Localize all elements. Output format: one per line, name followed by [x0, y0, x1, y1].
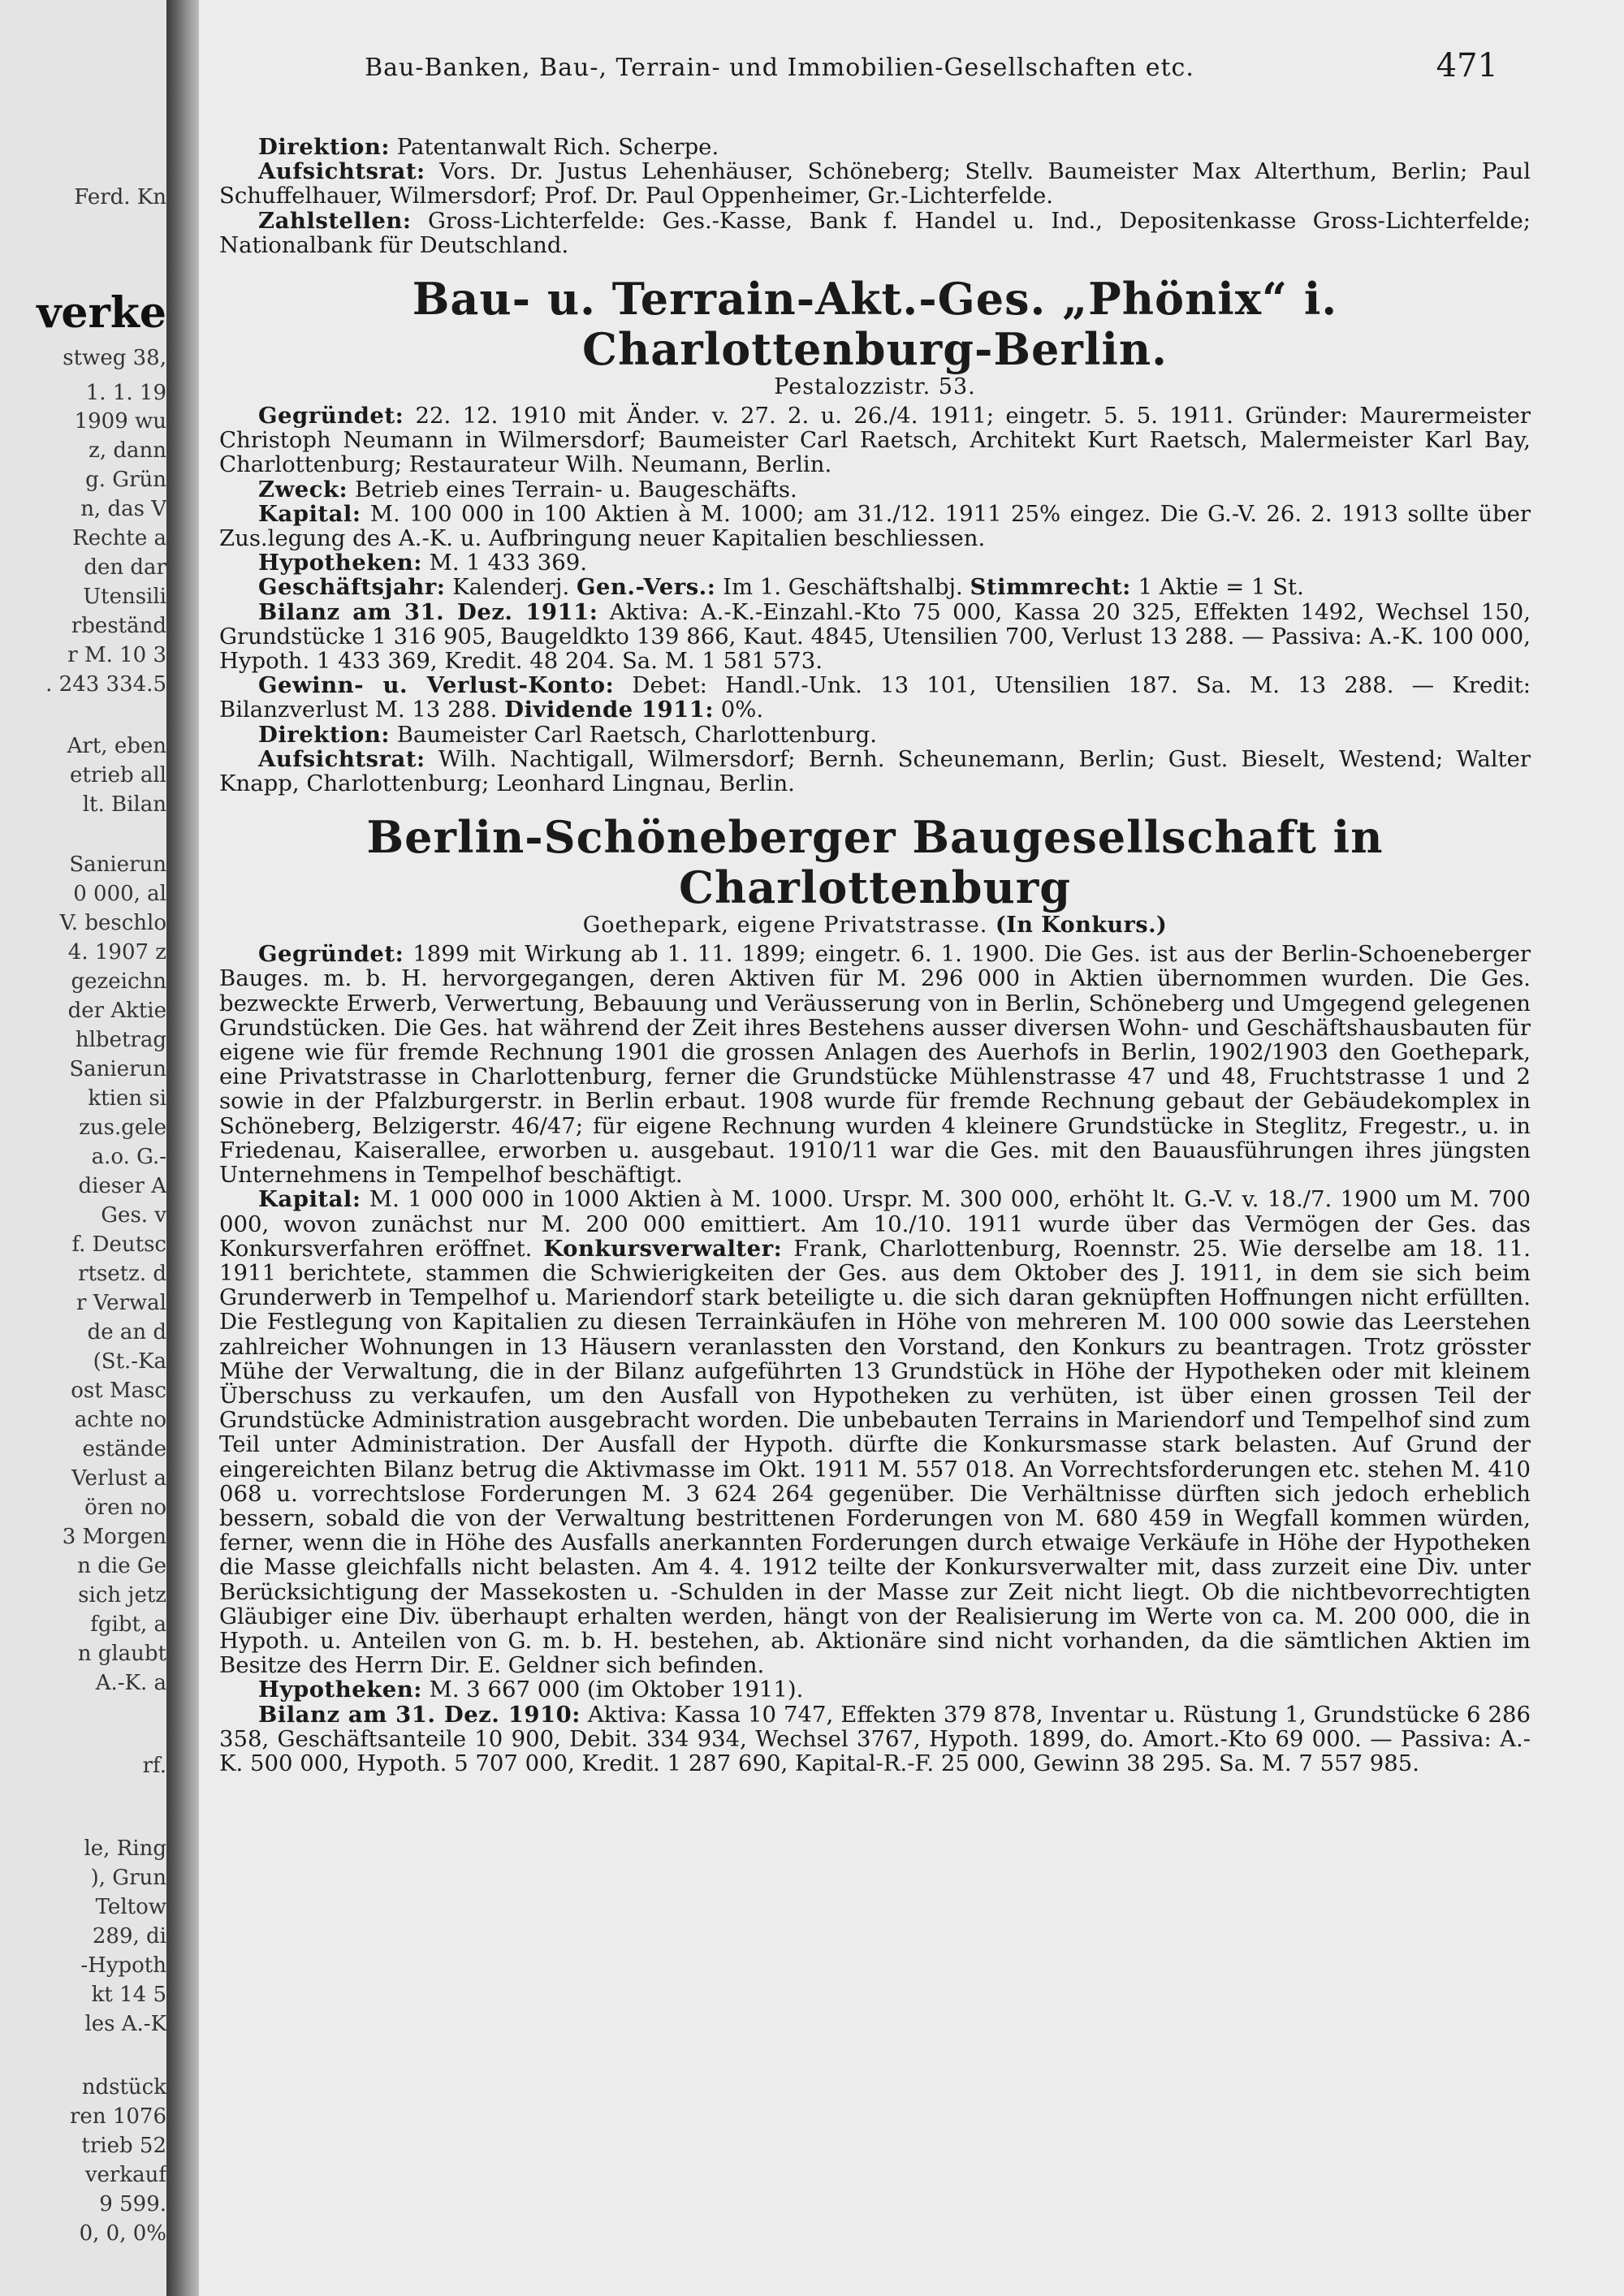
entry-label: Aufsichtsrat:	[258, 745, 425, 772]
entry-text: Wilh. Nachtigall, Wilmersdorf; Bernh. Scheunemann, Berlin; Gust. Bieselt, Westend; Walter Knapp, Charlottenburg; Leonhard Lingnau, Berlin.	[219, 745, 1531, 797]
left-page-line: den dar	[84, 555, 166, 580]
entry-text: M. 1 000 000 in 1000 Aktien à M. 1000. Urspr. M. 300 000, erhöht lt. G.-V. v. 18./7. 1900 um M. 700 000, wovon zunächst nur M. 200 000 emittiert. Am 10./10. 1911 wurde über das Vermögen der Ges. das Konkursverfahren eröffnet.	[219, 1186, 1531, 1262]
left-page-line: 1909 wu	[74, 409, 166, 434]
entry-paragraph	[219, 600, 1531, 674]
company-heading: Berlin-Schöneberger Baugesellschaft in Charlottenburg	[366, 811, 1384, 914]
entry-text: Debet: Handl.-Unk. 13 101, Utensilien 187. Sa. M. 13 288. — Kredit: Bilanzverlust M. 13 288.	[219, 672, 1531, 723]
left-page-line: kt 14 5	[91, 1983, 166, 2007]
left-page-line: estände	[82, 1437, 166, 1461]
entry-text: M. 100 000 in 100 Aktien à M. 1000; am 31./12. 1911 25% eingez. Die G.-V. 26. 2. 1913 sollte über Zus.legung des A.-K. u. Aufbringung neuer Kapitalien beschliessen.	[219, 500, 1531, 552]
left-page-line: der Aktie	[67, 999, 166, 1023]
left-page-line: Art, eben	[67, 734, 166, 758]
left-page-line: lt. Bilan	[82, 792, 166, 817]
left-page-line: fgibt, a	[90, 1612, 166, 1637]
entry-label: Hypotheken:	[258, 550, 422, 576]
left-page-line: 0 000, al	[73, 882, 166, 906]
entry-label: Gewinn- u. Verlust-Konto:	[258, 672, 615, 699]
left-page-line: n die Ge	[77, 1554, 166, 1578]
page-body	[219, 135, 1531, 1776]
left-page-line: ören no	[84, 1495, 166, 1520]
left-page-line: ost Masc	[71, 1379, 166, 1403]
entry-paragraph	[219, 575, 1531, 599]
company-heading: Bau- u. Terrain-Akt.-Ges. „Phönix“ i. Charlottenburg-Berlin.	[412, 273, 1338, 376]
left-page-line: V. beschlo	[59, 911, 166, 935]
left-page-line: verkauf	[84, 2163, 166, 2187]
left-page-line: de an d	[87, 1320, 166, 1344]
left-page-line: 1. 1. 19	[85, 381, 166, 405]
left-page-fragment	[0, 0, 166, 2296]
left-page-line: etrieb all	[69, 763, 166, 788]
status-note: (In Konkurs.)	[995, 913, 1168, 939]
left-page-line: ndstück	[81, 2075, 166, 2100]
left-page-line: ren 1076	[70, 2104, 166, 2129]
left-page-line: stweg 38,	[63, 346, 166, 370]
left-page-line: achte no	[74, 1408, 166, 1432]
entry-label: Dividende 1911:	[504, 697, 715, 723]
left-page-line: (St.-Ka	[93, 1349, 166, 1374]
entry-paragraph	[219, 1677, 1531, 1702]
entry-label: Gegründet:	[258, 403, 404, 429]
entry-text: 22. 12. 1910 mit Änder. v. 27. 2. u. 26./4. 1911; eingetr. 5. 5. 1911. Gründer: Maurermeister Christoph Neumann in Wilmersdorf; Baumeister Carl Raetsch, Architekt Kurt Raetsch, Malermeister Karl Bay, Charlottenburg; Restaurateur Wilh. Neumann, Berlin.	[219, 403, 1531, 478]
address-text: Pestalozzistr. 53.	[774, 374, 976, 400]
left-page-line: rtsetz. d	[78, 1262, 166, 1286]
left-page-line: rbeständ	[71, 614, 166, 638]
entry-text: 1 Aktie = 1 St.	[1130, 574, 1304, 601]
entry-paragraph	[219, 159, 1531, 208]
left-page-line: ktien si	[88, 1086, 166, 1111]
left-page-line: Verlust a	[71, 1466, 166, 1491]
running-header	[199, 47, 1498, 89]
left-page-line: f. Deutsc	[71, 1232, 166, 1257]
left-page-line: . 243 334.5	[45, 672, 166, 697]
entry-text: 0%.	[714, 697, 764, 723]
entry-paragraph	[219, 942, 1531, 1187]
entry-text: M. 3 667 000 (im Oktober 1911).	[421, 1677, 804, 1703]
entry-label: Geschäftsjahr:	[258, 574, 446, 601]
entry-label: Direktion:	[258, 134, 390, 160]
entry-label: Zahlstellen:	[258, 207, 412, 234]
left-page-line: 0, 0, 0%	[79, 2221, 166, 2246]
entry-label: Kapital:	[258, 1186, 361, 1213]
left-page-line: Sanierun	[69, 852, 166, 877]
left-page-line: 289, di	[92, 1924, 166, 1949]
left-page-line: sich jetz	[78, 1583, 166, 1608]
entry-label: Gen.-Vers.:	[576, 574, 716, 601]
left-page-line: 9 599.	[99, 2192, 166, 2216]
entry-paragraph	[219, 477, 1531, 502]
header-title: Bau-Banken, Bau-, Terrain- und Immobilien-Gesellschaften etc.	[365, 54, 1194, 82]
entry-text: Im 1. Geschäftshalbj.	[715, 574, 970, 601]
left-page-line: Ges. v	[101, 1203, 166, 1228]
left-page-line: rf.	[142, 1754, 166, 1778]
entry-label: Kapital:	[258, 500, 361, 527]
left-page-line: zus.gele	[79, 1116, 166, 1140]
entry-text: Patentanwalt Rich. Scherpe.	[389, 134, 719, 160]
entry-label: Aufsichtsrat:	[258, 158, 425, 185]
entry-paragraph	[219, 1187, 1531, 1677]
left-page-line: verke	[37, 288, 166, 338]
entry-label: Konkursverwalter:	[543, 1235, 783, 1262]
entry-label: Gegründet:	[258, 941, 404, 968]
left-page-line: r M. 10 3	[67, 643, 166, 667]
left-page-line: Rechte a	[72, 526, 166, 550]
entry-text: Vors. Dr. Justus Lehenhäuser, Schöneberg; Stellv. Baumeister Max Alterthum, Berlin; Paul Schuffelhauer, Wilmersdorf; Prof. Dr. Paul Oppenheimer, Gr.-Lichterfelde.	[219, 158, 1531, 209]
entry-label: Zweck:	[258, 476, 348, 503]
left-page-line: r Verwal	[76, 1291, 166, 1315]
left-page-line: trieb 52	[81, 2134, 166, 2158]
entry-text: 1899 mit Wirkung ab 1. 11. 1899; eingetr. 6. 1. 1900. Die Ges. ist aus der Berlin-Schoeneberger Bauges. m. b. H. hervorgegangen, deren Aktiven für M. 296 000 in Aktien übernommen wurden. Die Ges. bezweckte Erwerb, Verwertung, Bebauung und Veräusserung von in Berlin, Schöneberg und Umgegend gelegenen Grundstücken. Die Ges. hat während der Zeit ihres Bestehens ausser diversen Wohn- und Geschäftshausbauten für eigene wie für fremde Rechnung 1901 die grossen Anlagen des Auerhofs in Berlin, 1902/1903 den Goethepark, eine Privatstrasse in Charlottenburg, ferner die Grundstücke Mühlenstrasse 47 und 48, Fruchtstrasse 1 und 2 sowie in der Pfalzburgerstr. in Berlin erbaut. 1908 wurde für fremde Rechnung gebaut der Gebäudekomplex in Schöneberg, Belzigerstr. 46/47; für eigene Rechnung wurden 4 kleinere Grundstücke in Steglitz, Fregestr., u. in Friedenau, Kaiserallee, erworben u. ausgebaut. 1910/11 war die Ges. mit den Bauausführungen ihres jüngsten Unternehmens in Tempelhof beschäftigt.	[219, 941, 1531, 1189]
entry-paragraph	[219, 209, 1531, 257]
book-gutter	[166, 0, 199, 2296]
left-page-line: a.o. G.-	[91, 1145, 166, 1169]
entry-text: Frank, Charlottenburg, Roennstr. 25. Wie derselbe am 18. 11. 1911 berichtete, stammen die Schwierigkeiten der Ges. aus dem Oktober des J. 1911, in dem sie sich beim Grunderwerb in Tempelhof u. Mariendorf stark beteiligte u. die sich daran geknüpften Hoffnungen nicht erfüllten. Die Festlegung von Kapitalien zu diesen Terrainkäufen in Höhe von mehreren M. 100 000 sowie das Leerstehen zahlreicher Wohnungen in 13 Häusern veranlassten den Vorstand, den Konkurs zu beantragen. Trotz grösster Mühe der Verwaltung, die in der Bilanz aufgeführten 13 Grundstück in Höhe der Hypotheken oder mit kleinem Überschuss zu verkaufen, um den Ausfall von Hypotheken zu verhüten, ist über einen grossen Teil der Grundstücke Administration ausgebracht worden. Die unbebauten Terrains in Mariendorf und Tempelhof sind zum Teil unter Administration. Der Ausfall der Hypoth. dürfte die Konkursmasse stark belasten. Auf Grund der eingereichten Bilanz betrug die Aktivmasse im Okt. 1911 M. 557 018. An Vorrechtsforderungen etc. stehen M. 410 068 u. vorrechtslose Forderungen M. 3 624 264 gegenüber. Die Verhältnisse dürften sich jedoch erheblich bessern, sobald die von der Verwaltung bestrittenen Forderungen von M. 680 459 in Wegfall kommen würden, ferner, wenn die in Höhe des Ausfalls anerkannten Forderungen durch etwaige Verkäufe in Höhe der Hypotheken die Masse gleichfalls nicht belasten. Am 4. 4. 1912 teilte der Konkursverwalter mit, dass zurzeit eine Div. unter Berücksichtigung der Massekosten u. -Schulden in der Masse zur Zeit nicht liegt. Ob die nichtbevorrechtigten Gläubiger eine Div. überhaupt erhalten werden, hängt von der Realisierung im Werte von ca. M. 200 000, die in Hypoth. u. Anteilen von G. m. b. H. bestehen, ab. Aktionäre sind nicht vorhanden, da die sämtlichen Aktien im Besitze des Herrn Dir. E. Geldner sich befinden.	[219, 1235, 1531, 1679]
entry-text: Kalenderj.	[445, 574, 577, 601]
company-address	[219, 374, 1531, 400]
left-page-line: g. Grün	[85, 468, 166, 492]
left-page-line: 3 Morgen	[62, 1525, 166, 1549]
entry-paragraph	[219, 502, 1531, 550]
page-number: 471	[1436, 47, 1498, 84]
left-page-line: dieser A	[78, 1174, 166, 1198]
entry-label: Stimmrecht:	[970, 574, 1131, 601]
entry-text: Aktiva: A.-K.-Einzahl.-Kto 75 000, Kassa 20 325, Effekten 1492, Wechsel 150, Grundstücke 1 316 905, Baugeldkto 139 866, Kaut. 4845, Utensilien 700, Verlust 13 288. — Passiva: A.-K. 100 000, Hypoth. 1 433 369, Kredit. 48 204. Sa. M. 1 581 573.	[219, 598, 1531, 675]
entry-label: Direktion:	[258, 721, 390, 748]
left-page-line: Utensili	[83, 585, 166, 609]
left-page-line: n, das V	[80, 497, 166, 521]
entry-paragraph	[219, 673, 1531, 722]
left-page-line: Ferd. Kn	[74, 185, 166, 209]
entry-paragraph	[219, 1703, 1531, 1776]
entry-paragraph	[219, 723, 1531, 747]
entry-paragraph	[219, 404, 1531, 477]
left-page-line: 4. 1907 z	[67, 940, 166, 965]
entry-label: Hypotheken:	[258, 1677, 422, 1703]
left-page-line: -Hypoth	[80, 1953, 166, 1978]
left-page-line: n glaubt	[77, 1642, 166, 1666]
left-page-line: hlbetrag	[75, 1028, 166, 1052]
entry-text: Betrieb eines Terrain- u. Baugeschäfts.	[348, 476, 797, 503]
entry-paragraph	[219, 550, 1531, 575]
entry-text: Aktiva: Kassa 10 747, Effekten 379 878, Inventar u. Rüstung 1, Grundstücke 6 286 358, Geschäftsanteile 10 900, Debit. 334 934, Wechsel 3767, Hypoth. 1899, do. Amort.-Kto 69 000. — Passiva: A.-K. 500 000, Hypoth. 5 707 000, Kredit. 1 287 690, Kapital-R.-F. 25 000, Gewinn 38 295. Sa. M. 7 557 985.	[219, 1701, 1531, 1776]
left-page-line: A.-K. a	[95, 1671, 166, 1695]
left-page-line: gezeichn	[71, 969, 166, 994]
entry-text: M. 1 433 369.	[421, 550, 588, 576]
entry-text: Gross-Lichterfelde: Ges.-Kasse, Bank f. Handel u. Ind., Depositenkasse Gross-Lichterfelde; Nationalbank für Deutschland.	[219, 207, 1531, 258]
entry-paragraph	[219, 747, 1531, 796]
company-address	[219, 913, 1531, 939]
left-page-line: Teltow	[95, 1895, 166, 1919]
left-page-line: les A.-K	[84, 2012, 166, 2036]
address-text: Goethepark, eigene Privatstrasse.	[582, 913, 996, 939]
entry-paragraph	[219, 135, 1531, 159]
left-page-line: z, dann	[89, 438, 166, 463]
left-page-line: Sanierun	[69, 1057, 166, 1081]
entry-label: Bilanz am 31. Dez. 1910:	[258, 1701, 581, 1728]
left-page-line: le, Ring	[84, 1836, 166, 1861]
left-page-line: ), Grun	[90, 1866, 166, 1890]
entry-text: Baumeister Carl Raetsch, Charlottenburg.	[389, 721, 877, 748]
entry-label: Bilanz am 31. Dez. 1911:	[258, 598, 598, 625]
